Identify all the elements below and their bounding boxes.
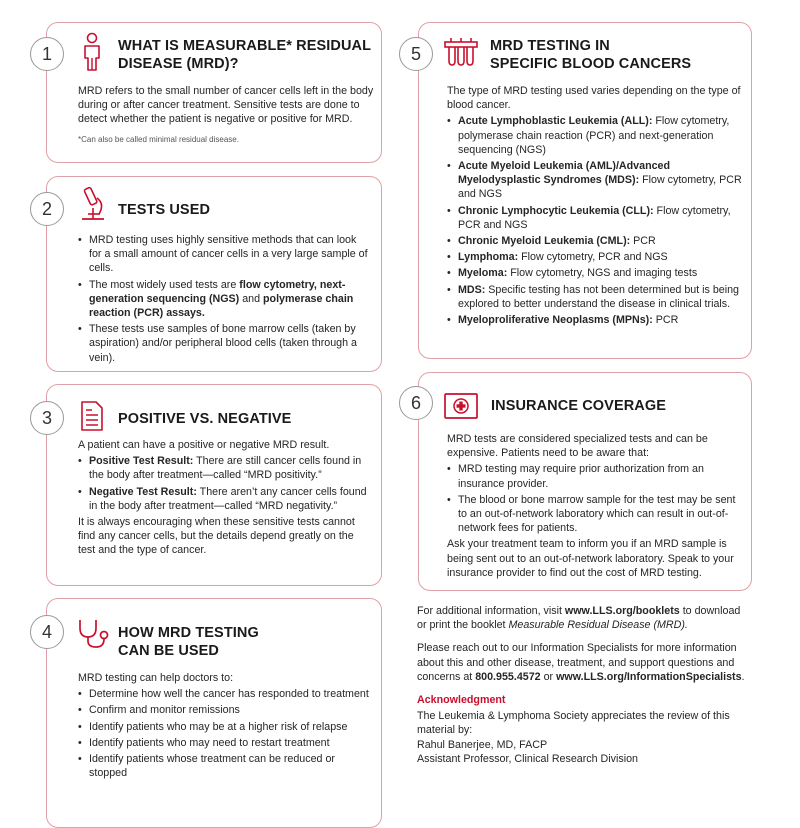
- list-item: • MRD testing may require prior authorization from an insurance provider.: [447, 462, 743, 490]
- list-item: • Chronic Myeloid Leukemia (CML): PCR: [447, 234, 743, 248]
- list-item: • Determine how well the cancer has responded to treatment: [78, 687, 374, 701]
- section-5-body: [447, 84, 743, 329]
- list-item: • The most widely used tests are flow cytometry, next-generation sequencing (NGS) and polymerase chain reaction (PCR) assays.: [78, 278, 368, 321]
- list-item: • Myeloproliferative Neoplasms (MPNs): PCR: [447, 313, 743, 327]
- section-3-intro: A patient can have a positive or negative MRD result.: [78, 439, 330, 451]
- list-item: • Identify patients who may need to restart treatment: [78, 736, 374, 750]
- section-5-title: MRD TESTING IN SPECIFIC BLOOD CANCERS: [490, 38, 692, 72]
- section-2-number: 2: [30, 192, 64, 226]
- section-3-number: 3: [30, 401, 64, 435]
- list-item: • Positive Test Result: There are still cancer cells found in the body after treatment—called “MRD positivity.”: [78, 454, 372, 482]
- section-6-intro: MRD tests are considered specialized tests and can be expensive. Patients need to be aware that:: [447, 433, 708, 460]
- specialists-paragraph: Please reach out to our Information Specialists for more information about this and other disease, treatment, and support questions and concerns at 800.955.4572 or www.LLS.org/InformationSpecialists.: [417, 642, 745, 683]
- list-item: • MDS: Specific testing has not been determined but is being explored to better understand the disease in clinical trials.: [447, 283, 743, 311]
- list-item: • Identify patients who may be at a higher risk of relapse: [78, 720, 374, 734]
- list-item: • Acute Myeloid Leukemia (AML)/Advanced Myelodysplastic Syndromes (MDS): Flow cytometry, PCR and NGS: [447, 159, 743, 202]
- section-5-intro: The type of MRD testing used varies depending on the type of blood cancer.: [447, 85, 741, 112]
- section-4-intro: MRD testing can help doctors to:: [78, 672, 234, 684]
- section-5-number: 5: [399, 37, 433, 71]
- section-4-body: [78, 671, 374, 782]
- reviewer-title: Assistant Professor, Clinical Research Division: [417, 752, 638, 765]
- section-6-number: 6: [399, 386, 433, 420]
- list-item: • The blood or bone marrow sample for the test may be sent to an out-of-network laboratory which can result in out-of-network fees for patients.: [447, 493, 743, 536]
- reviewer-name: Rahul Banerjee, MD, FACP: [417, 738, 548, 751]
- list-item: • Identify patients whose treatment can be reduced or stopped: [78, 752, 374, 780]
- microscope-icon: [78, 186, 108, 225]
- list-item: • Lymphoma: Flow cytometry, PCR and NGS: [447, 250, 743, 264]
- section-4-title: HOW MRD TESTING CAN BE USED: [118, 625, 259, 659]
- section-1-body: [78, 84, 374, 147]
- section-6-outro: Ask your treatment team to inform you if an MRD sample is being sent out to an out-of-network laboratory. Speak to your insurance provider to find out the cost of MRD testing.: [447, 538, 734, 579]
- section-2-body: [78, 233, 368, 367]
- list-item: • Chronic Lymphocytic Leukemia (CLL): Flow cytometry, PCR and NGS: [447, 204, 743, 232]
- section-1-number: 1: [30, 37, 64, 71]
- document-icon: [80, 401, 104, 434]
- section-3-title: POSITIVE VS. NEGATIVE: [118, 411, 292, 427]
- additional-info: [417, 604, 747, 766]
- section-1-title: WHAT IS MEASURABLE* RESIDUAL DISEASE (MRD)?: [118, 38, 372, 72]
- insurance-card-icon: [444, 393, 478, 422]
- booklets-link[interactable]: www.LLS.org/booklets: [564, 605, 680, 617]
- section-3-body: [78, 438, 372, 560]
- stethoscope-icon: [76, 618, 110, 653]
- section-1-footnote: *Can also be called minimal residual disease.: [78, 134, 239, 144]
- section-6-title: INSURANCE COVERAGE: [491, 398, 667, 414]
- phone-number[interactable]: 800.955.4572: [475, 670, 541, 683]
- section-4-number: 4: [30, 615, 64, 649]
- booklet-paragraph: For additional information, visit www.LLS.org/booklets to download or print the booklet Measurable Residual Disease (MRD).: [417, 605, 741, 632]
- list-item: • These tests use samples of bone marrow cells (taken by aspiration) and/or peripheral blood cells (taken through a vein).: [78, 322, 368, 365]
- section-2-title: TESTS USED: [118, 202, 211, 218]
- list-item: • Acute Lymphoblastic Leukemia (ALL): Flow cytometry, polymerase chain reaction (PCR) and next-generation sequencing (NGS): [447, 114, 743, 157]
- test-tubes-icon: [444, 38, 478, 71]
- section-3-outro: It is always encouraging when these sensitive tests cannot find any cancer cells, but the details depend greatly on the test and the type of cancer.: [78, 516, 355, 557]
- section-6-body: [447, 432, 743, 582]
- specialists-link[interactable]: www.LLS.org/InformationSpecialists: [556, 670, 742, 683]
- list-item: • MRD testing uses highly sensitive methods that can look for a small amount of cancer cells in a very large sample of cells.: [78, 233, 368, 276]
- section-1-text: MRD refers to the small number of cancer cells left in the body during or after cancer treatment. Sensitive tests are done to detect whether the patient is negative or positive for MRD.: [78, 85, 374, 126]
- person-icon: [80, 32, 104, 75]
- list-item: • Confirm and monitor remissions: [78, 703, 374, 717]
- acknowledgment-text: The Leukemia & Lymphoma Society appreciates the review of this material by:: [417, 710, 730, 737]
- list-item: • Myeloma: Flow cytometry, NGS and imaging tests: [447, 266, 743, 280]
- list-item: • Negative Test Result: There aren’t any cancer cells found in the body after treatment—called “MRD negativity.”: [78, 485, 372, 513]
- acknowledgment-heading: Acknowledgment: [417, 694, 506, 707]
